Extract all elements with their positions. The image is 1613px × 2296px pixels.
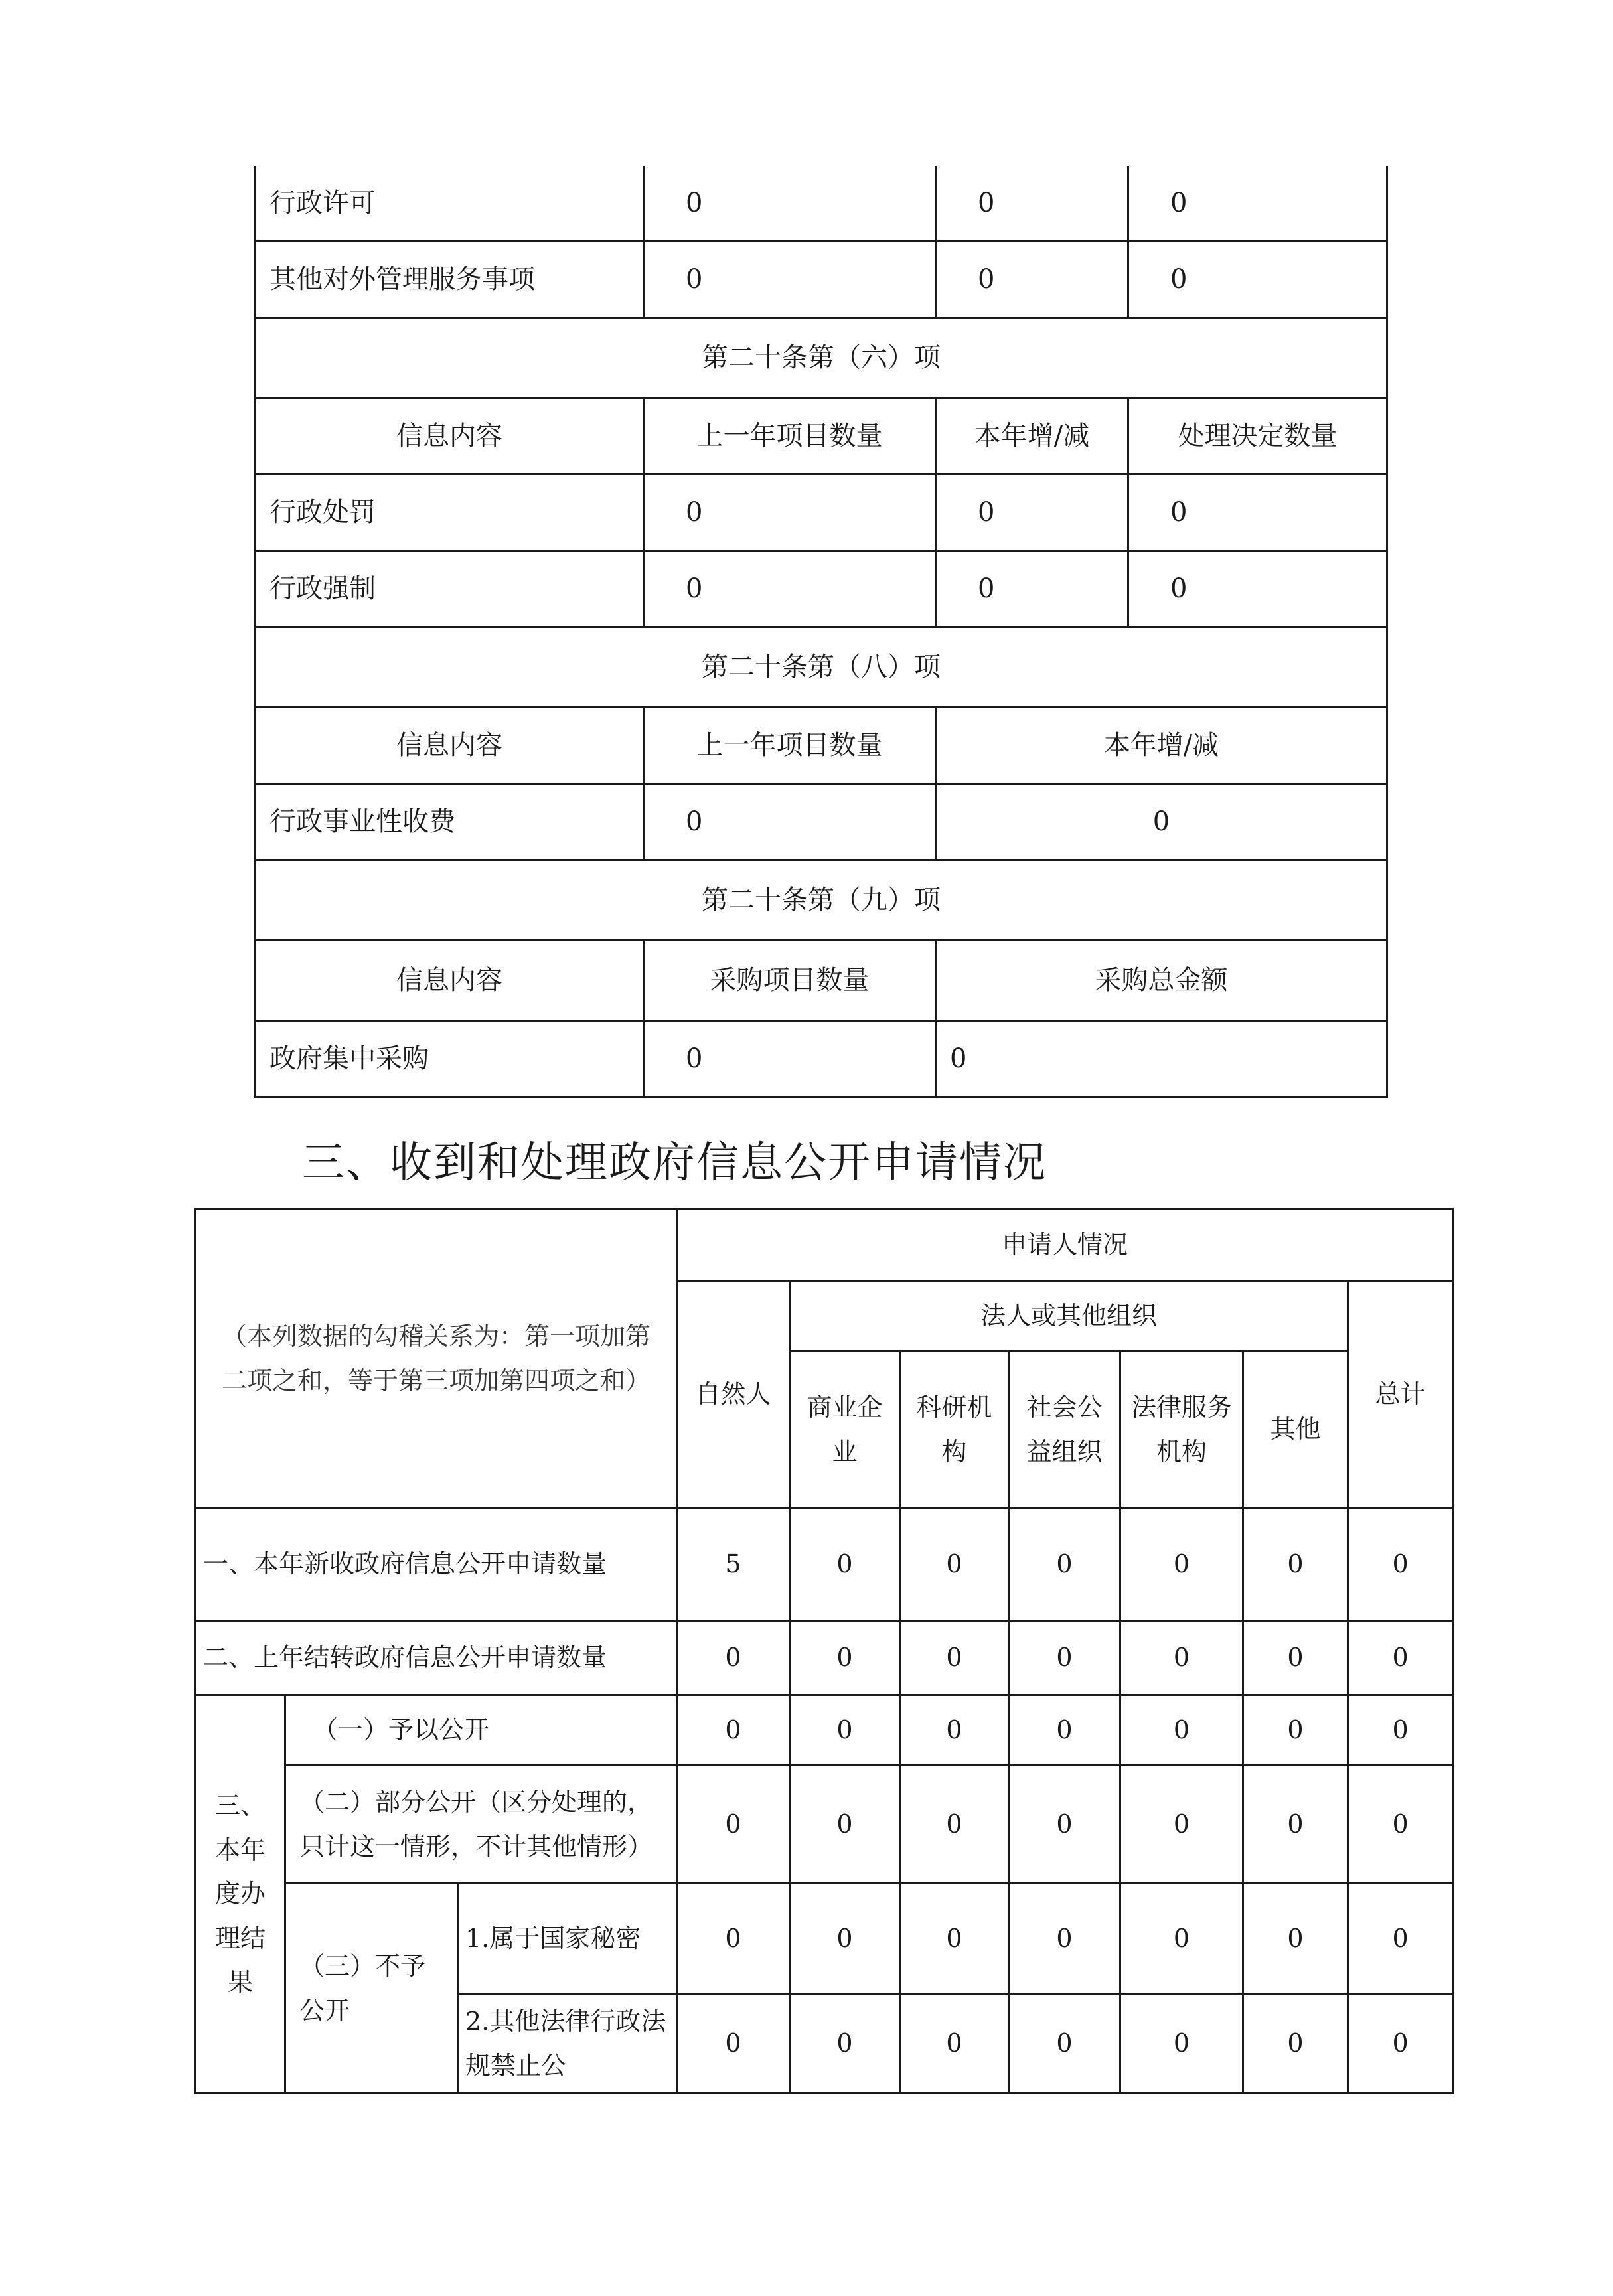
natural-person-header: 自然人 xyxy=(677,1281,790,1508)
table-row xyxy=(196,1621,1453,1695)
applicant-header: 申请人情况 xyxy=(677,1209,1453,1281)
cell-value: 0 xyxy=(677,1994,790,2094)
cell-value: 0 xyxy=(900,1884,1009,1994)
row-label: 二、上年结转政府信息公开申请数量 xyxy=(196,1621,677,1695)
header-row xyxy=(256,398,1387,475)
row-label: 1.属于国家秘密 xyxy=(458,1884,677,1994)
cell-value: 0 xyxy=(644,551,936,627)
cell-value: 0 xyxy=(644,242,936,318)
cell-value: 0 xyxy=(790,1994,900,2094)
cell-value: 0 xyxy=(1348,1994,1453,2094)
row-label: 行政许可 xyxy=(256,166,644,242)
row-label: （二）部分公开（区分处理的，只计这一情形，不计其他情形） xyxy=(285,1766,677,1884)
table-row xyxy=(196,1508,1453,1621)
table-row xyxy=(256,1021,1387,1097)
cell-value: 0 xyxy=(790,1621,900,1695)
cell-value: 0 xyxy=(1243,1695,1348,1766)
table-row xyxy=(256,242,1387,318)
cell-value: 0 xyxy=(790,1766,900,1884)
cell-value: 0 xyxy=(1120,1621,1243,1695)
section-title: 第二十条第（八）项 xyxy=(256,627,1387,708)
cell-value: 0 xyxy=(1009,1508,1120,1621)
cell-value: 0 xyxy=(1120,1508,1243,1621)
total-header: 总计 xyxy=(1348,1281,1453,1508)
column-header: 法律服务机构 xyxy=(1120,1351,1243,1508)
cell-value: 0 xyxy=(900,1766,1009,1884)
cell-value: 0 xyxy=(644,784,936,860)
cell-value: 0 xyxy=(790,1695,900,1766)
section-heading: 三、收到和处理政府信息公开申请情况 xyxy=(302,1138,1047,1187)
cell-value: 0 xyxy=(1128,242,1387,318)
cell-value: 0 xyxy=(1120,1884,1243,1994)
cell-value: 0 xyxy=(1128,166,1387,242)
column-header: 社会公益组织 xyxy=(1009,1351,1120,1508)
cell-value: 0 xyxy=(900,1994,1009,2094)
table-row xyxy=(256,166,1387,242)
cell-value: 0 xyxy=(936,166,1128,242)
cell-value: 0 xyxy=(790,1508,900,1621)
table-row xyxy=(256,784,1387,860)
table-row xyxy=(196,1766,1453,1884)
row-label: 政府集中采购 xyxy=(256,1021,644,1097)
cell-value: 0 xyxy=(1348,1621,1453,1695)
cell-value: 0 xyxy=(900,1508,1009,1621)
cell-value: 0 xyxy=(1243,1994,1348,2094)
column-header: 其他 xyxy=(1243,1351,1348,1508)
column-header: 本年增/减 xyxy=(936,708,1387,784)
statistics-table-section2 xyxy=(254,166,1388,1098)
cell-value: 0 xyxy=(1009,1621,1120,1695)
section-title-row xyxy=(256,318,1387,398)
section-title-row xyxy=(256,627,1387,708)
cell-value: 0 xyxy=(900,1695,1009,1766)
cell-value: 0 xyxy=(1348,1884,1453,1994)
cell-value: 0 xyxy=(677,1695,790,1766)
column-header: 采购项目数量 xyxy=(644,941,936,1021)
row-label: 行政处罚 xyxy=(256,475,644,551)
cell-value: 0 xyxy=(936,551,1128,627)
section-title-row xyxy=(256,860,1387,941)
row-label: 一、本年新收政府信息公开申请数量 xyxy=(196,1508,677,1621)
cell-value: 0 xyxy=(1009,1695,1120,1766)
application-statistics-table xyxy=(194,1208,1454,2094)
cell-value: 0 xyxy=(900,1621,1009,1695)
cell-value: 0 xyxy=(1009,1994,1120,2094)
cell-value: 0 xyxy=(1128,475,1387,551)
section-title: 第二十条第（九）项 xyxy=(256,860,1387,941)
header-row xyxy=(196,1209,1453,1281)
result-group-label: 三、本年度办理结果 xyxy=(196,1695,285,2094)
cell-value: 0 xyxy=(644,1021,936,1097)
cell-value: 0 xyxy=(1348,1766,1453,1884)
cell-value: 5 xyxy=(677,1508,790,1621)
column-header: 上一年项目数量 xyxy=(644,708,936,784)
table-row xyxy=(196,1695,1453,1766)
column-header: 商业企业 xyxy=(790,1351,900,1508)
header-row xyxy=(256,941,1387,1021)
cell-value: 0 xyxy=(644,166,936,242)
column-header: 本年增/减 xyxy=(936,398,1128,475)
cell-value: 0 xyxy=(1120,1994,1243,2094)
column-note: （本列数据的勾稽关系为：第一项加第二项之和，等于第三项加第四项之和） xyxy=(196,1209,677,1508)
cell-value: 0 xyxy=(1009,1766,1120,1884)
column-header: 信息内容 xyxy=(256,941,644,1021)
cell-value: 0 xyxy=(1120,1766,1243,1884)
cell-value: 0 xyxy=(790,1884,900,1994)
cell-value: 0 xyxy=(1009,1884,1120,1994)
row-label: （一）予以公开 xyxy=(285,1695,677,1766)
table-row xyxy=(256,551,1387,627)
cell-value: 0 xyxy=(936,475,1128,551)
row-label: 2.其他法律行政法规禁止公 xyxy=(458,1994,677,2094)
cell-value: 0 xyxy=(936,784,1387,860)
column-header: 信息内容 xyxy=(256,708,644,784)
cell-value: 0 xyxy=(1243,1884,1348,1994)
not-public-label: （三）不予公开 xyxy=(285,1884,458,2094)
cell-value: 0 xyxy=(1348,1695,1453,1766)
cell-value: 0 xyxy=(677,1766,790,1884)
header-row xyxy=(256,708,1387,784)
cell-value: 0 xyxy=(677,1884,790,1994)
cell-value: 0 xyxy=(644,475,936,551)
cell-value: 0 xyxy=(1243,1766,1348,1884)
table-row xyxy=(196,1884,1453,1994)
section-title: 第二十条第（六）项 xyxy=(256,318,1387,398)
column-header: 信息内容 xyxy=(256,398,644,475)
cell-value: 0 xyxy=(936,242,1128,318)
cell-value: 0 xyxy=(1243,1508,1348,1621)
row-label: 行政强制 xyxy=(256,551,644,627)
column-header: 处理决定数量 xyxy=(1128,398,1387,475)
cell-value: 0 xyxy=(936,1021,1387,1097)
cell-value: 0 xyxy=(1128,551,1387,627)
column-header: 科研机构 xyxy=(900,1351,1009,1508)
table-row xyxy=(256,475,1387,551)
cell-value: 0 xyxy=(1348,1508,1453,1621)
cell-value: 0 xyxy=(677,1621,790,1695)
cell-value: 0 xyxy=(1243,1621,1348,1695)
column-header: 采购总金额 xyxy=(936,941,1387,1021)
row-label: 其他对外管理服务事项 xyxy=(256,242,644,318)
cell-value: 0 xyxy=(1120,1695,1243,1766)
row-label: 行政事业性收费 xyxy=(256,784,644,860)
column-header: 上一年项目数量 xyxy=(644,398,936,475)
legal-entity-header: 法人或其他组织 xyxy=(790,1281,1348,1351)
